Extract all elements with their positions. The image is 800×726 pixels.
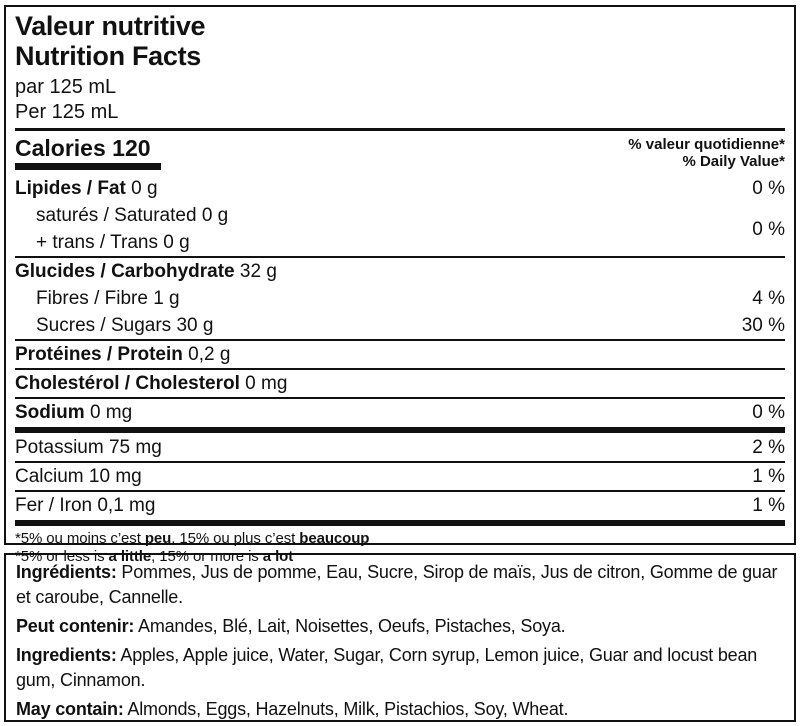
- nutrient-label-line: Sodium 0 mg: [15, 402, 133, 423]
- daily-value-header: [628, 135, 785, 170]
- nutrient-row: [15, 341, 785, 368]
- daily-value-percent: 0 %: [752, 178, 785, 199]
- ingredients-paragraphs: [16, 560, 784, 722]
- serving-size-fr: par 125 mL: [15, 76, 117, 98]
- ingredient-paragraph: May contain: Almonds, Eggs, Hazelnuts, Milk, Pistachios, Soy, Wheat.: [16, 699, 569, 719]
- separator-thick: [15, 427, 785, 433]
- nutrient-label-line: Protéines / Protein 0,2 g: [15, 344, 231, 365]
- ingredient-paragraph: Ingrédients: Pommes, Jus de pomme, Eau, Sucre, Sirop de maïs, Jus de citron, Gomme de guar et caroube, Cannelle.: [16, 562, 778, 607]
- nutrient-label-line: Glucides / Carbohydrate 32 g: [15, 261, 277, 282]
- separator-thick: [15, 520, 785, 526]
- daily-value-percent: 0 %: [752, 218, 785, 240]
- title-en: Nutrition Facts: [15, 41, 202, 71]
- ingredient-paragraph-lead: Peut contenir:: [16, 616, 135, 636]
- daily-value-percent: 30 %: [741, 315, 785, 336]
- nutrient-label-line: Potassium 75 mg: [15, 437, 162, 458]
- nutrient-row: [15, 463, 785, 490]
- nutrient-label-line: Cholestérol / Cholesterol 0 mg: [15, 373, 288, 394]
- ingredients-panel: [4, 553, 796, 722]
- nutrient-row: [15, 434, 785, 461]
- ingredient-paragraph: Ingredients: Apples, Apple juice, Water, Sugar, Corn syrup, Lemon juice, Guar and locust bean gum, Cinnamon.: [16, 645, 758, 690]
- calories-value: Calories 120: [15, 135, 151, 161]
- nutrient-label: [15, 399, 132, 426]
- calories-block: [15, 135, 161, 170]
- footnote-fr: *5% ou moins c’est peu, 15% ou plus c’est beaucoup: [15, 530, 370, 547]
- serving-size-en: Per 125 mL: [15, 101, 119, 123]
- nutrient-label-line: saturés / Saturated 0 g: [36, 205, 229, 226]
- nutrient-label: [15, 370, 287, 397]
- nutrient-row: [15, 175, 785, 202]
- nutrient-label-line: Sucres / Sugars 30 g: [36, 315, 214, 336]
- nutrition-facts-panel: [4, 5, 796, 565]
- calories-underline-bar: [15, 163, 161, 170]
- nutrient-row: [15, 202, 785, 256]
- calories-row: [15, 131, 785, 175]
- daily-value-percent: 1 %: [752, 495, 785, 516]
- nutrient-label: [15, 463, 142, 490]
- nutrient-label-line: Fer / Iron 0,1 mg: [15, 495, 156, 516]
- nutrient-label: [15, 175, 158, 202]
- nutrient-label: [15, 312, 213, 339]
- daily-value-header-en: % Daily Value*: [682, 152, 785, 170]
- nutrient-label-line: Lipides / Fat 0 g: [15, 178, 158, 199]
- daily-value-percent: 1 %: [752, 466, 785, 487]
- ingredient-paragraph-lead: May contain:: [16, 699, 124, 719]
- nutrient-row: [15, 285, 785, 312]
- nutrient-label-line: Calcium 10 mg: [15, 466, 142, 487]
- title-fr: Valeur nutritive: [15, 11, 206, 41]
- nutrient-rows: [15, 175, 785, 526]
- nutrient-label: [15, 341, 230, 368]
- nutrient-row: [15, 370, 785, 397]
- ingredient-paragraph-lead: Ingredients:: [16, 645, 117, 665]
- daily-value-header-fr: % valeur quotidienne*: [628, 136, 785, 153]
- nutrient-label-line: + trans / Trans 0 g: [36, 232, 190, 253]
- nutrient-row: [15, 258, 785, 285]
- nutrient-label: [15, 492, 155, 519]
- nutrient-row: [15, 492, 785, 519]
- daily-value-percent: 4 %: [752, 288, 785, 309]
- nutrient-label: [15, 434, 162, 461]
- nutrient-label: [15, 202, 228, 256]
- ingredient-paragraph: Peut contenir: Amandes, Blé, Lait, Noisettes, Oeufs, Pistaches, Soya.: [16, 616, 566, 636]
- nutrient-row: [15, 399, 785, 426]
- ingredient-paragraph-lead: Ingrédients:: [16, 562, 117, 582]
- daily-value-percent: 2 %: [752, 437, 785, 458]
- daily-value-percent: 0 %: [752, 402, 785, 423]
- nutrient-label: [15, 285, 180, 312]
- nutrient-label-line: Fibres / Fibre 1 g: [36, 288, 180, 309]
- nutrient-row: [15, 312, 785, 339]
- nutrient-label: [15, 258, 277, 285]
- footnote-en: *5% or less is a little, 15% or more is a lot: [15, 548, 294, 565]
